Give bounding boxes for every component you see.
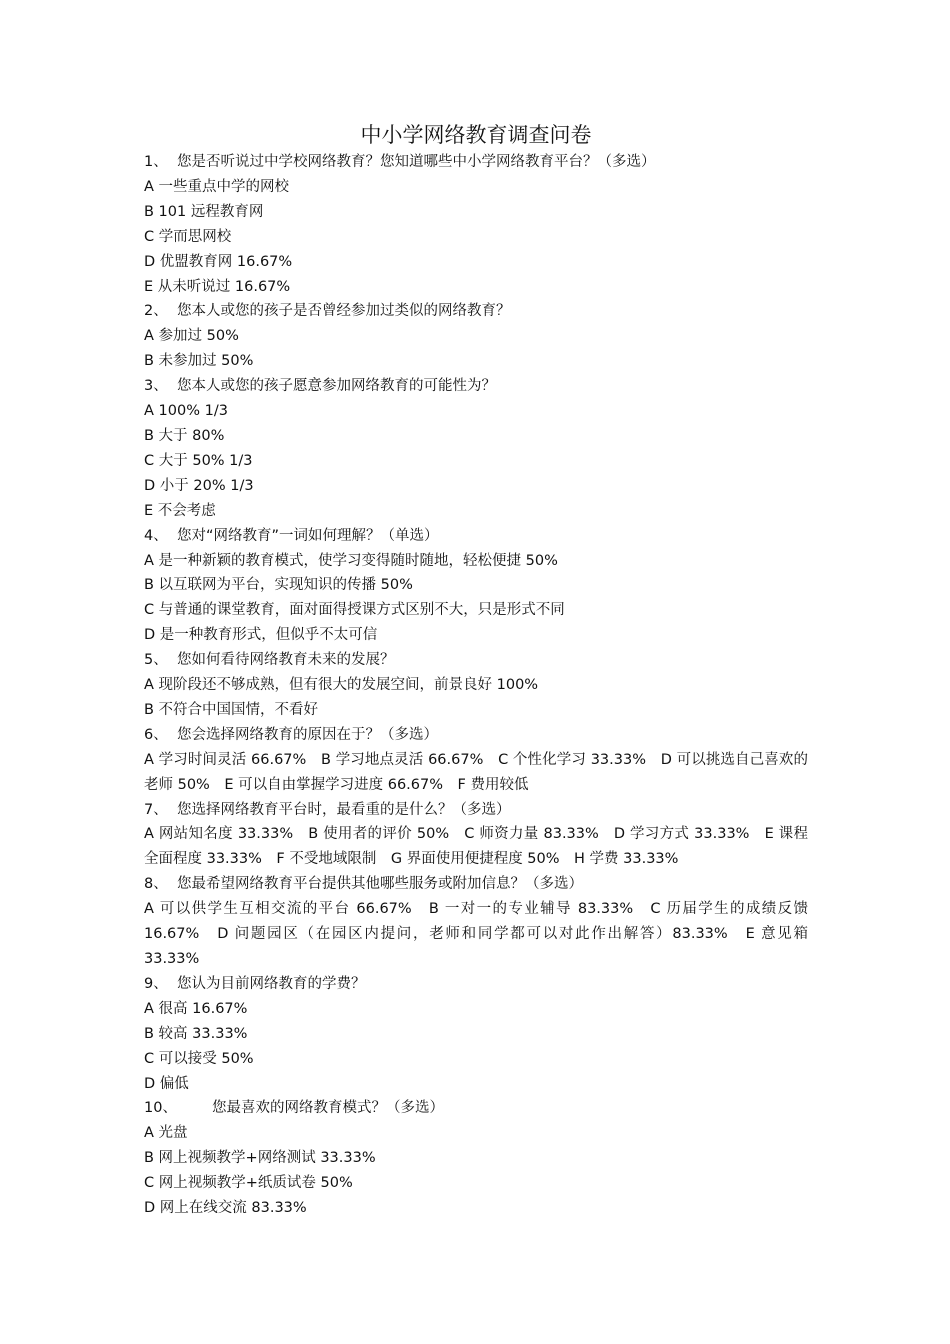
question-text: 您如何看待网络教育未来的发展？ bbox=[176, 652, 395, 669]
option: A 参加过 50% bbox=[144, 328, 239, 345]
question-number: 8、 bbox=[144, 876, 168, 893]
question-number: 10、 bbox=[144, 1100, 177, 1117]
option: A 是一种新颖的教育模式，使学习变得随时随地，轻松便捷 50% bbox=[144, 552, 558, 569]
option: D 网上在线交流 83.33% bbox=[144, 1200, 307, 1217]
question-text: 您会选择网络教育的原因在于？（多选） bbox=[176, 726, 438, 743]
question-number: 9、 bbox=[144, 975, 168, 992]
question-number: 2、 bbox=[144, 303, 168, 320]
question-3 bbox=[144, 374, 808, 399]
option: A 一些重点中学的网校 bbox=[144, 178, 290, 195]
option: B 101 远程教育网 bbox=[144, 203, 264, 220]
option: D 优盟教育网 16.67% bbox=[144, 253, 293, 270]
option: E 从未听说过 16.67% bbox=[144, 278, 291, 295]
options-paragraph: A 网站知名度 33.33% B 使用者的评价 50% C 师资力量 83.33% D 学习方式 33.33% E 课程全面程度 33.33% F 不受地域限制 G 界面使用便捷程度 50% H 学费 33.33% bbox=[144, 826, 808, 868]
question-text: 您认为目前网络教育的学费？ bbox=[176, 975, 366, 992]
document-page bbox=[144, 120, 808, 1221]
option: D 是一种教育形式，但似乎不太可信 bbox=[144, 627, 378, 644]
option: E 不会考虑 bbox=[144, 502, 216, 519]
option: B 以互联网为平台，实现知识的传播 50% bbox=[144, 577, 413, 594]
option: B 未参加过 50% bbox=[144, 353, 254, 370]
option: C 与普通的课堂教育，面对面得授课方式区别不大，只是形式不同 bbox=[144, 602, 565, 619]
question-5 bbox=[144, 648, 808, 673]
option: B 不符合中国国情，不看好 bbox=[144, 701, 319, 718]
option: C 网上视频教学+纸质试卷 50% bbox=[144, 1175, 353, 1192]
question-text: 您最希望网络教育平台提供其他哪些服务或附加信息？（多选） bbox=[176, 876, 583, 893]
options-paragraph: A 学习时间灵活 66.67% B 学习地点灵活 66.67% C 个性化学习 33.33% D 可以挑选自己喜欢的老师 50% E 可以自由掌握学习进度 66.67% F 费用较低 bbox=[144, 751, 808, 793]
question-text: 您本人或您的孩子是否曾经参加过类似的网络教育？ bbox=[176, 303, 511, 320]
question-text: 您最喜欢的网络教育模式？（多选） bbox=[212, 1100, 444, 1117]
question-text: 您本人或您的孩子愿意参加网络教育的可能性为？ bbox=[176, 378, 496, 395]
question-text: 您是否听说过中学校网络教育？您知道哪些中小学网络教育平台？（多选） bbox=[176, 154, 656, 170]
question-7 bbox=[144, 798, 808, 823]
question-text: 您对“网络教育”一词如何理解？（单选） bbox=[176, 527, 439, 544]
option: D 偏低 bbox=[144, 1075, 189, 1092]
options-paragraph: A 可以供学生互相交流的平台 66.67% B 一对一的专业辅导 83.33% C 历届学生的成绩反馈 16.67% D 问题园区（在园区内提问，老师和同学都可以对此作出解答）83.33% E 意见箱 33.33% bbox=[144, 901, 808, 967]
option: A 现阶段还不够成熟，但有很大的发展空间，前景良好 100% bbox=[144, 677, 539, 694]
question-1 bbox=[144, 150, 808, 175]
question-2 bbox=[144, 299, 808, 324]
question-number: 7、 bbox=[144, 801, 168, 818]
question-4 bbox=[144, 524, 808, 549]
option: C 大于 50% 1/3 bbox=[144, 452, 253, 469]
option: B 网上视频教学+网络测试 33.33% bbox=[144, 1150, 376, 1167]
option: A 很高 16.67% bbox=[144, 1000, 248, 1017]
option: C 学而思网校 bbox=[144, 228, 232, 245]
question-number: 3、 bbox=[144, 378, 168, 395]
question-10 bbox=[144, 1096, 808, 1121]
question-number: 6、 bbox=[144, 726, 168, 743]
question-number: 5、 bbox=[144, 652, 168, 669]
question-number: 1、 bbox=[144, 154, 168, 170]
option: A 光盘 bbox=[144, 1125, 188, 1142]
option: A 100% 1/3 bbox=[144, 403, 228, 420]
question-text: 您选择网络教育平台时，最看重的是什么？（多选） bbox=[176, 801, 511, 818]
document-title: 中小学网络教育调查问卷 bbox=[360, 123, 592, 147]
question-9 bbox=[144, 972, 808, 997]
question-8 bbox=[144, 872, 808, 897]
option: C 可以接受 50% bbox=[144, 1050, 254, 1067]
question-number: 4、 bbox=[144, 527, 168, 544]
option: B 较高 33.33% bbox=[144, 1025, 248, 1042]
option: B 大于 80% bbox=[144, 427, 225, 444]
option: D 小于 20% 1/3 bbox=[144, 477, 254, 494]
question-6 bbox=[144, 723, 808, 748]
